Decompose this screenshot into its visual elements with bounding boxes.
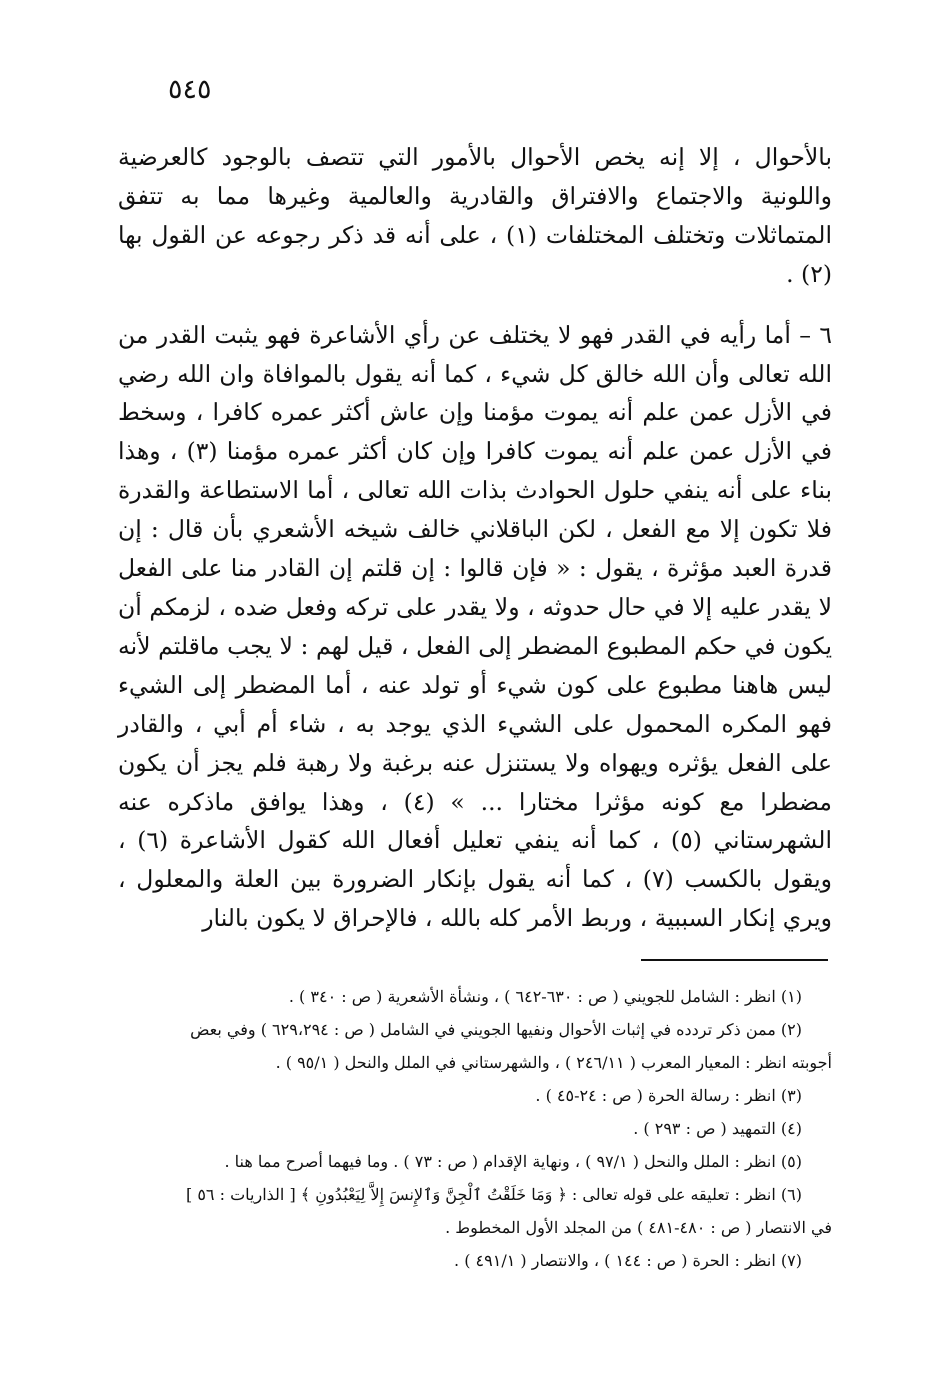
footnote-6-continued: في الانتصار ( ص : ٤٨٠-٤٨١ ) من المجلد الأول المخطوط . xyxy=(445,1218,832,1237)
footnote-1: (١) انظر : الشامل للجويني ( ص : ٦٣٠-٦٤٢ ) ، ونشأة الأشعرية ( ص : ٣٤٠ ) . xyxy=(288,987,802,1006)
footnote-6: (٦) انظر : تعليقه على قوله تعالى : ﴿ وَمَا خَلَقْتُ ٱلْجِنَّ وَٱلإِنسَ إِلاَّ لِيَعْبُدُونِ ﴾ [ الذاريات : ٥٦ ] xyxy=(186,1185,802,1204)
page-number: ٥٤٥ xyxy=(168,74,212,105)
footnote-3: (٣) انظر : رسالة الحرة ( ص : ٢٤-٤٥ ) . xyxy=(535,1086,802,1105)
paragraph-1: بالأحوال ، إلا إنه يخص الأحوال بالأمور التي تتصف بالوجود كالعرضية واللونية والاجتماع والافتراق والقادرية والعالمية وغيرها مما به تتفق المتماثلات وتختلف المختلفات (١) ، على أنه قد ذكر رجوعه عن القول بها (٢) . xyxy=(118,143,832,288)
footnote-5: (٥) انظر : الملل والنحل ( ٩٧/١ ) ، ونهاية الإقدام ( ص : ٧٣ ) . وما فيهما أصرح مما هنا . xyxy=(224,1152,802,1171)
footnote-2-continued: أجوبته انظر : المعيار المعرب ( ٢٤٦/١١ ) ، والشهرستاني في الملل والنحل ( ٩٥/١ ) . xyxy=(275,1053,832,1072)
paragraph-2: ٦ – أما رأيه في القدر فهو لا يختلف عن رأي الأشاعرة فهو يثبت القدر من الله تعالى وأن الله خالق كل شيء ، كما أنه يقول بالموافاة وان الله رضي في الأزل عمن علم أنه يموت مؤمنا وإن عاش أكثر عمره كافرا ، وسخط في الأزل عمن علم أنه يموت كافرا وإن كان أكثر عمره مؤمنا (٣) ، وهذا بناء على أنه ينفي حلول الحوادث بذات الله تعالى ، أما الاستطاعة والقدرة فلا تكون إلا مع الفعل ، لكن الباقلاني خالف شيخه الأشعري بأن قال : إن قدرة العبد مؤثرة ، يقول : « فإن قالوا : إن قلتم إن القادر منا على الفعل لا يقدر عليه إلا في حال حدوثه ، ولا يقدر على تركه وفعل ضده ، لزمكم أن يكون في حكم المطبوع المضطر إلى الفعل ، قيل لهم : لا يجب ماقلتم لأنه ليس هاهنا مطبوع على كون شيء أو تولد عنه ، أما المضطر إلى الشيء فهو المكره المحمول على الشيء الذي يوجد به ، شاء أم أبي ، والقادر على الفعل يؤثره ويهواه ولا يستنزل عنه برغبة ولا رهبة فلم يجز أن يكون مضطرا مع كونه مؤثرا مختارا ... » (٤) ، وهذا يوافق ماذكره عنه الشهرستاني (٥) ، كما أنه ينفي تعليل أفعال الله كقول الأشاعرة (٦) ، ويقول بالكسب (٧) ، كما أنه يقول بإنكار الضرورة بين العلة والمعلول ، ويري إنكار السببية ، وربط الأمر كله بالله ، فالإحراق لا يكون بالنار xyxy=(118,320,832,933)
footnotes xyxy=(118,980,832,1277)
footnote-separator xyxy=(641,959,828,961)
footnote-7: (٧) انظر : الحرة ( ص : ١٤٤ ) ، والانتصار ( ٤٩١/١ ) . xyxy=(454,1251,802,1270)
main-text xyxy=(118,138,832,938)
footnote-2: (٢) ممن ذكر تردده في إثبات الأحوال ونفيها الجويني في الشامل ( ص : ٦٢٩،٢٩٤ ) وفي بعض xyxy=(190,1020,802,1039)
footnote-4: (٤) التمهيد ( ص : ٢٩٣ ) . xyxy=(633,1119,802,1138)
